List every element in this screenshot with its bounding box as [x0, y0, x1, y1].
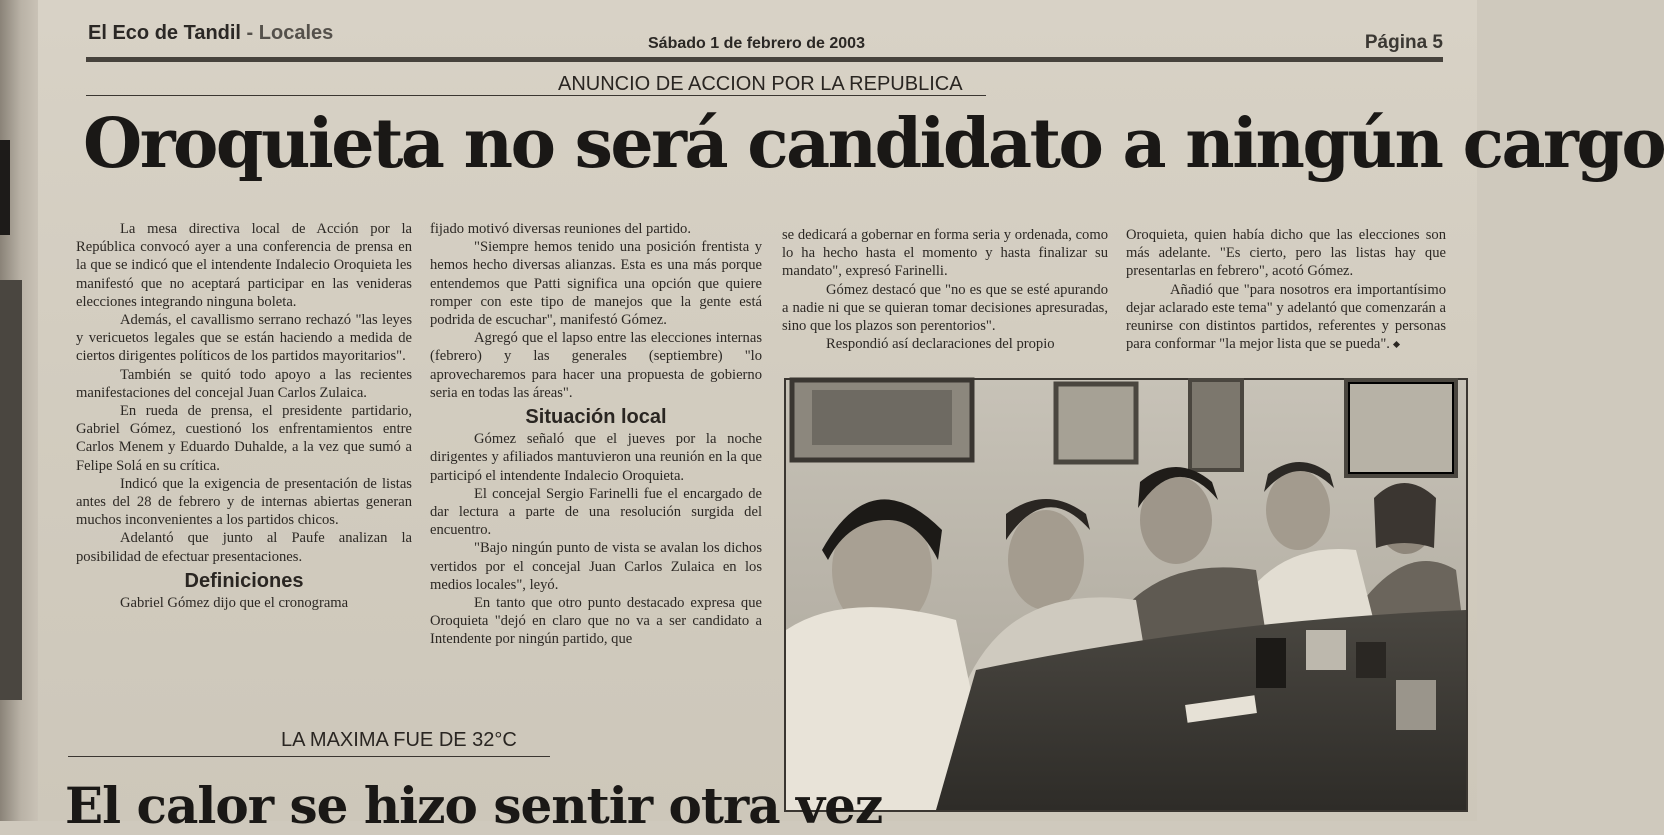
second-kicker-rule — [68, 756, 550, 757]
header-rule — [86, 57, 1443, 62]
section-name: Locales — [258, 22, 334, 44]
masthead: El Eco de Tandil - Locales — [88, 22, 334, 44]
paragraph: Gómez destacó que "no es que se esté apurando a nadie ni que se quieran tomar decisiones apresuradas, sino que los plazos son perentorios". — [782, 281, 1108, 335]
paragraph: Adelantó que junto al Paufe analizan la posibilidad de efectuar presentaciones. — [76, 530, 412, 565]
paper-name: El Eco de Tandil — [88, 22, 241, 44]
paragraph: "Bajo ningún punto de vista se avalan los dichos vertidos por el concejal Juan Carlos Zulaica en los medios locales", leyó. — [430, 540, 762, 593]
article-column-3 — [782, 226, 1108, 353]
page-number: Página 5 — [1364, 32, 1443, 53]
paragraph: fijado motivó diversas reuniones del partido. — [430, 221, 692, 237]
article-column-1 — [76, 220, 412, 612]
article-column-4 — [1126, 226, 1446, 353]
paragraph: Indicó que la exigencia de presentación de listas antes del 28 de febrero y de internas abiertas generan muchos inconvenientes a los partidos chicos. — [76, 475, 412, 529]
paragraph: El concejal Sergio Farinelli fue el encargado de dar lectura a parte de una resolución surgida del encuentro. — [430, 485, 762, 539]
newspaper-page — [38, 0, 1664, 835]
paragraph: También se quitó todo apoyo a las recientes manifestaciones del concejal Juan Carlos Zulaica. — [76, 366, 412, 401]
end-of-article-mark — [1393, 341, 1400, 348]
issue-date: Sábado 1 de febrero de 2003 — [648, 35, 865, 52]
paragraph: Agregó que el lapso entre las elecciones internas (febrero) y las generales (septiembre) "lo aprovecharemos para hacer una propuesta de gobierno seria en todas las áreas". — [430, 330, 762, 401]
adjacent-page-edge — [0, 0, 38, 821]
subheading-definiciones: Definiciones — [184, 569, 304, 592]
page-header — [88, 20, 1443, 54]
second-article-kicker: LA MAXIMA FUE DE 32°C — [281, 729, 517, 751]
article-kicker: ANUNCIO DE ACCION POR LA REPUBLICA — [558, 73, 963, 95]
paragraph: "Siempre hemos tenido una posición frentista y hemos hecho diversas alianzas. Esta es una más porque entendemos que Patti significa una opción que quiere romper con este tipo de manejos que la gente está podrida de escuchar", manifestó Gómez. — [430, 239, 762, 329]
kicker-rule — [86, 95, 986, 96]
paragraph: En tanto que otro punto destacado expresa que Oroquieta "dejó en claro que no va a ser candidato a Intendente por ningún partido, que — [430, 595, 762, 648]
paragraph: Añadió que "para nosotros era importantísimo dejar aclarado este tema" y adelantó que comenzarán a reunirse con distintos partidos, referentes y personas para conformar "la mejor lista que se pueda". — [1126, 281, 1446, 353]
paragraph: La mesa directiva local de Acción por la República convocó ayer a una conferencia de prensa en la que se indicó que el intendente Indalecio Oroquieta les manifestó que no aceptará participar en las venideras elecciones integrando ninguna boleta. — [76, 221, 412, 310]
paragraph: Gómez señaló que el jueves por la noche dirigentes y afiliados mantuvieron una reunión en la que participó el intendente Indalecio Oroquieta. — [430, 431, 762, 484]
press-conference-photo — [784, 378, 1468, 812]
article-column-2 — [430, 220, 762, 649]
subheading-situacion-local: Situación local — [525, 406, 667, 429]
adjacent-page-shadow — [0, 140, 10, 235]
paragraph: Además, el cavallismo serrano rechazó "las leyes y vericuetos legales que se están haciendo a medida de ciertos dirigentes políticos de los partidos mayoritarios". — [76, 312, 412, 365]
paragraph: Respondió así declaraciones del propio — [826, 336, 1055, 353]
photo-illustration — [786, 380, 1466, 810]
paragraph: Oroquieta, quien había dicho que las elecciones son más adelante. "Es cierto, pero las listas hay que presentarlas en febrero", acotó Gómez. — [1126, 227, 1446, 280]
article-headline: Oroquieta no será candidato a ningún cargo — [83, 104, 1664, 184]
paragraph: se dedicará a gobernar en forma seria y ordenada, como lo ha hecho hasta el momento y hasta finalizar su mandato", expresó Farinelli. — [782, 227, 1108, 280]
paragraph: Gabriel Gómez dijo que el cronograma — [120, 595, 349, 612]
paragraph: En rueda de prensa, el presidente partidario, Gabriel Gómez, cuestionó los enfrentamientos entre Carlos Menem y Eduardo Duhalde, a la vez que sumó a Felipe Solá en su crítica. — [76, 403, 412, 474]
adjacent-page-shadow — [0, 280, 22, 700]
second-article-headline: El calor se hizo sentir otra vez — [65, 776, 883, 835]
